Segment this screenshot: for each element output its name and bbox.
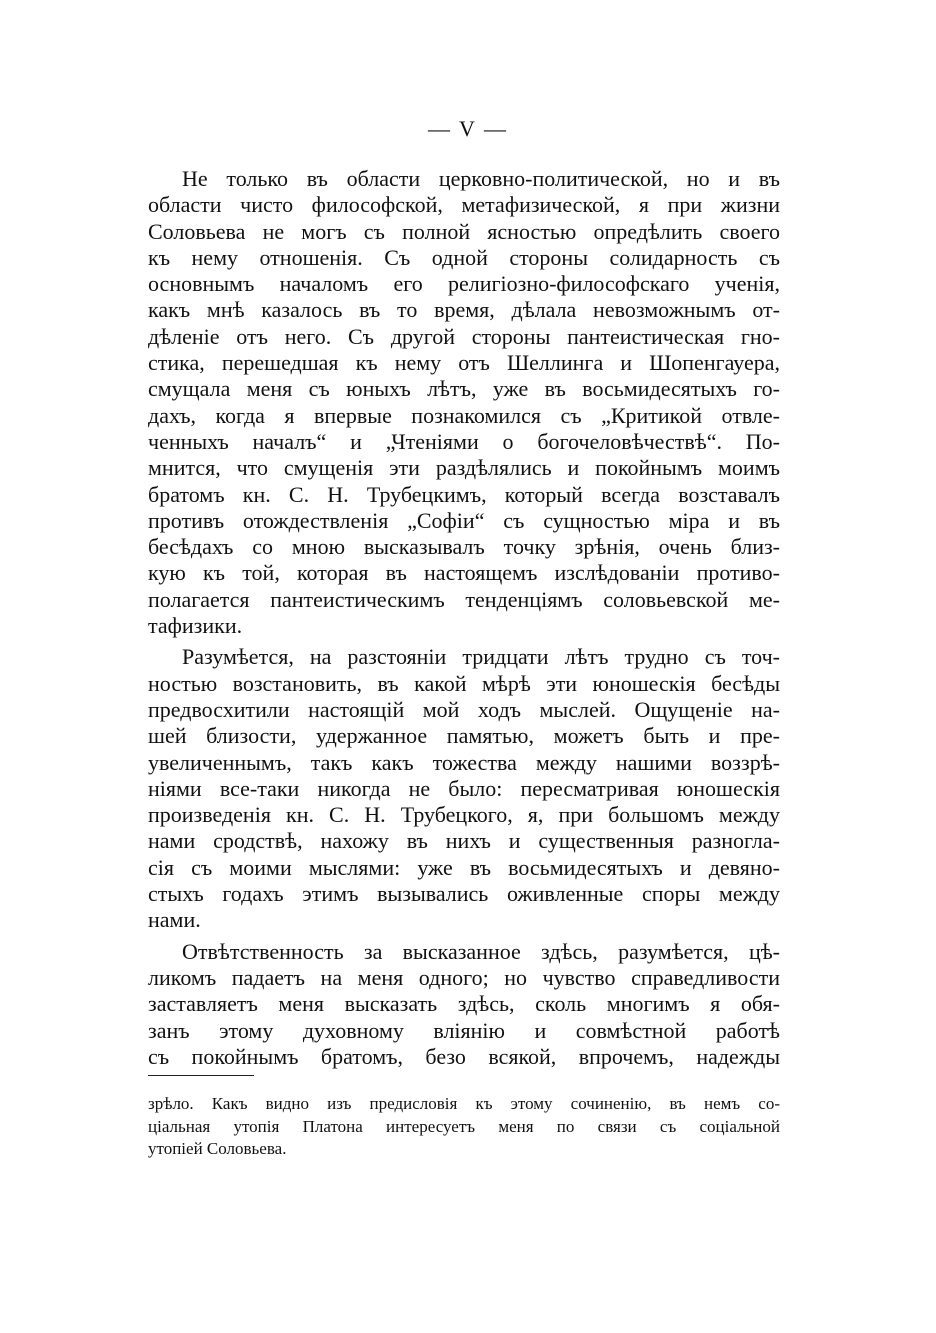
text-line: братомъ кн. С. Н. Трубецкимъ, который всегда возставалъ bbox=[148, 481, 780, 507]
footnote-divider bbox=[148, 1075, 254, 1076]
footnote-line: ціальная утопія Платона интересуетъ меня по связи съ соціальной bbox=[148, 1116, 780, 1136]
text-line: произведенія кн. С. Н. Трубецкого, я, при большомъ между bbox=[148, 802, 780, 828]
footnote-line: утопіей Соловьева. bbox=[148, 1139, 287, 1158]
text-line: предвосхитили настоящій мой ходъ мыслей. Ощущеніе на- bbox=[148, 696, 780, 722]
text-line: сія съ моими мыслями: уже въ восьмидесятыхъ и девяно- bbox=[148, 854, 780, 880]
text-line: съ покойнымъ братомъ, безо всякой, впрочемъ, надежды bbox=[148, 1043, 780, 1069]
text-line: заставляетъ меня высказать здѣсь, сколь многимъ я обя- bbox=[148, 991, 780, 1017]
footnote-line: зрѣло. Какъ видно изъ предисловія къ этому сочиненію, въ немъ со- bbox=[148, 1094, 780, 1113]
text-line: полагается пантеистическимъ тенденціямъ соловьевской ме- bbox=[148, 586, 780, 612]
text-line: увеличеннымъ, такъ какъ тожества между нашими воззрѣ- bbox=[148, 749, 780, 775]
paragraph-2 bbox=[148, 644, 780, 933]
text-line: стика, перешедшая къ нему отъ Шеллинга и Шопенгауера, bbox=[148, 350, 780, 376]
text-line: къ нему отношенія. Съ одной стороны солидарность съ bbox=[148, 244, 780, 270]
text-line: Разумѣется, на разстояніи тридцати лѣтъ трудно съ точ- bbox=[182, 644, 780, 670]
text-line: бесѣдахъ со мною высказывалъ точку зрѣнія, очень близ- bbox=[148, 534, 780, 560]
text-line: шей близости, удержанное памятью, можетъ быть и пре- bbox=[148, 723, 780, 749]
page-number: — V — bbox=[427, 116, 509, 141]
main-text bbox=[148, 166, 780, 1070]
text-line: мнится, что смущенія эти раздѣлялись и покойнымъ моимъ bbox=[148, 455, 780, 481]
text-line: смущала меня съ юныхъ лѣтъ, уже въ восьмидесятыхъ го- bbox=[148, 376, 780, 402]
text-line: нами сродствѣ, нахожу въ нихъ и существенныя разногла- bbox=[148, 828, 780, 854]
text-line: Отвѣтственность за высказанное здѣсь, разумѣется, цѣ- bbox=[182, 938, 780, 964]
text-line: тафизики. bbox=[148, 613, 243, 639]
text-line: ностью возстановить, въ какой мѣрѣ эти юношескія бесѣды bbox=[148, 670, 780, 696]
text-line: ченныхъ началъ“ и „Чтеніями о богочеловѣчествѣ“. По- bbox=[148, 428, 780, 454]
text-line: дахъ, когда я впервые познакомился съ „Критикой отвле- bbox=[148, 402, 780, 428]
paragraph-1 bbox=[148, 166, 780, 639]
text-line: ликомъ падаетъ на меня одного; но чувство справедливости bbox=[148, 964, 780, 990]
text-line: Не только въ области церковно-политической, но и въ bbox=[182, 166, 780, 191]
text-line: стыхъ годахъ этимъ вызывались оживленные споры между bbox=[148, 881, 780, 907]
text-line: ніями все-таки никогда не было: пересматривая юношескія bbox=[148, 775, 780, 801]
text-line: противъ отождествленія „Софіи“ съ сущностью міра и въ bbox=[148, 507, 780, 533]
text-line: дѣленіе отъ него. Съ другой стороны пантеистическая гно- bbox=[148, 323, 780, 349]
text-line: кую къ той, которая въ настоящемъ изслѣдованіи противо- bbox=[148, 560, 780, 586]
text-line: занъ этому духовному вліянію и совмѣстной работѣ bbox=[148, 1017, 780, 1043]
footnote bbox=[148, 1093, 780, 1161]
text-line: основнымъ началомъ его религіозно-философскаго ученія, bbox=[148, 271, 780, 297]
text-line: Соловьева не могъ съ полной ясностью опредѣлить своего bbox=[148, 218, 780, 244]
text-line: нами. bbox=[148, 907, 201, 933]
text-line: какъ мнѣ казалось въ то время, дѣлала невозможнымъ от- bbox=[148, 297, 780, 323]
text-line: области чисто философской, метафизической, я при жизни bbox=[148, 192, 780, 218]
paragraph-3 bbox=[148, 939, 780, 1070]
